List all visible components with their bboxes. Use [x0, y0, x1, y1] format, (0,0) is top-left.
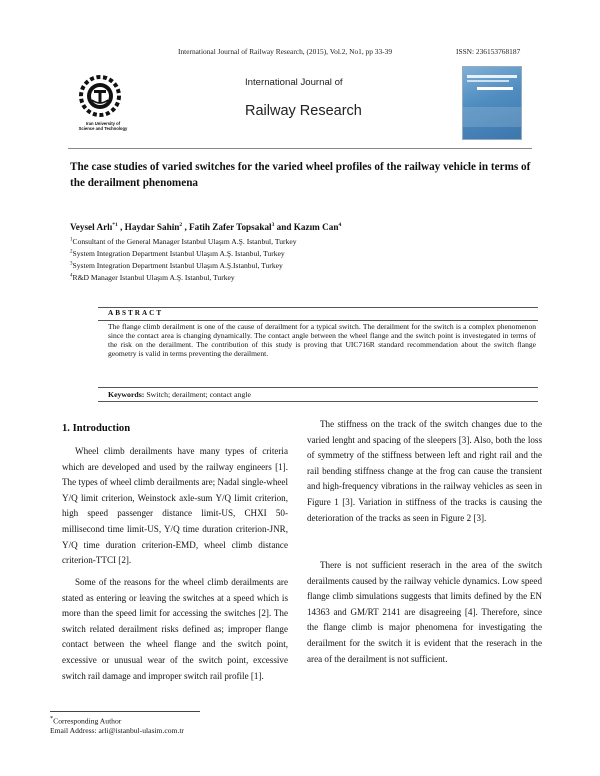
- author-superscript: 4: [338, 222, 342, 228]
- author-separator: ,: [182, 222, 190, 233]
- footnote-mark: *: [50, 715, 54, 722]
- author-list: [70, 222, 341, 232]
- paper-title: The case studies of varied switches for the varied wheel profiles of the railway vehicle in terms of the derailment phenomena: [70, 161, 531, 189]
- affiliation-text: R&D Manager Istanbul Ulaşım A.Ş. Istanbul, Turkey: [72, 273, 235, 282]
- keywords: [108, 390, 251, 399]
- section-heading: 1. Introduction: [62, 423, 131, 434]
- footnote-email: Email Address: arli@istanbul-ulasim.com.tr: [50, 726, 184, 735]
- paragraph-text: Wheel climb derailments have many types of criteria which are developed and used by the railway engineers [1]. The types of wheel climb derailments are; Nadal single-wheel Y/Q limit criterion, Weinstock axle-sum Y/Q limit criterion, high speed passenger distance limit-US, CHXI 50-millisecond time limit-US, Y/Q time duration criterion-JNR, Y/Q time duration criterion-EMD, wheel climb distance criterion-TTCI [2].: [62, 446, 288, 566]
- footnote-corresponding-text: Corresponding Author: [53, 716, 122, 726]
- abstract-rule-low: [98, 387, 538, 388]
- author-name: Fatih Zafer Topsakal: [189, 222, 272, 233]
- issn: ISSN: 236153768187: [456, 47, 521, 56]
- abstract-text: The flange climb derailment is one of the cause of derailment for a typical switch. The derailment for the switch is a complex phenomenon since the contact area is changing dynamically. The contact angle between the wheel flange and the switch point is investegated in terms of the risk on the derailment. The contribution of this study is proving that UIC716R standard recommendation about the switch flange geometry is valid in terms preventing the derailment.: [108, 322, 536, 359]
- body-paragraph: [307, 558, 542, 667]
- body-paragraph: [62, 444, 288, 569]
- affiliation: [70, 273, 235, 282]
- paragraph-text: The stiffness on the track of the switch changes due to the varied lenght and spacing of the sleepers [3]. Also, both the loss of symmetry of the stiffness between left and right rail and the rail bending stiffness change at the frog can cause the transient and high-frequency vibrations in the railway vehicles as seen in Figure 1 [3]. Variation in stiffness of the tracks is causing the deterioration of the tracks as seen in Figure 2 [3].: [307, 419, 542, 523]
- footnote-rule: [50, 711, 200, 712]
- author-name: Veysel Arlı: [70, 222, 113, 233]
- author-separator: and: [274, 222, 294, 233]
- affiliation: [70, 237, 297, 246]
- university-name-line-2: Science and Technology: [78, 126, 128, 131]
- footnote-corresponding: [50, 715, 121, 726]
- keywords-text: Switch; derailment; contact angle: [146, 390, 251, 399]
- affiliation: [70, 261, 283, 270]
- author-superscript: 3: [271, 222, 275, 228]
- author-separator: ,: [117, 222, 125, 233]
- author-name: Haydar Sahin: [124, 222, 180, 233]
- author-name: Kazım Can: [293, 222, 339, 233]
- affiliation-text: Consultant of the General Manager Istanbul Ulaşım A.Ş. Istanbul, Turkey: [72, 237, 297, 246]
- affiliation-mark: 3: [70, 261, 73, 267]
- author-superscript: 2: [179, 222, 183, 228]
- journal-name-main: Railway Research: [245, 103, 362, 119]
- paragraph-text: Some of the reasons for the wheel climb derailments are stated as entering or leaving the switches at a speed which is more than the speed limit for accessing the switches [2]. The switch related derailment risks defined as; improper flange contact between the wheel flange and the switch point, excessive or unusual wear of the switch point, excessive switch rail damage and improper switch rail profile [1].: [62, 577, 288, 681]
- keywords-label: Keywords:: [108, 390, 145, 399]
- university-name: [72, 121, 134, 131]
- author-superscript: *1: [112, 222, 118, 228]
- abstract-rule-bottom: [98, 401, 538, 402]
- paragraph-text: There is not sufficient reserach in the area of the switch derailments caused by the railway vehicle dynamics. Low speed flange climb simulations suggests that limits defined by the EN 14363 and GM/RT 2141 are disagreeing [4]. Therefore, since the flange climb is major phenomena for investigating the derailment for the switch it is evident that the reserach in the area of the derailment is not sufficient.: [307, 560, 542, 664]
- abstract-rule-top: [98, 307, 538, 308]
- journal-cover-thumbnail: [462, 66, 522, 140]
- affiliation: [70, 249, 285, 258]
- body-paragraph: [62, 575, 288, 684]
- abstract-rule-mid: [98, 320, 538, 321]
- affiliation-mark: 4: [70, 273, 73, 279]
- header-rule: [68, 148, 532, 149]
- abstract-label: ABSTRACT: [108, 309, 164, 317]
- body-paragraph: [307, 417, 542, 526]
- affiliation-mark: 1: [70, 237, 73, 243]
- affiliation-text: System Integration Department Istanbul Ulaşım A.Ş.Istanbul, Turkey: [72, 261, 283, 270]
- journal-citation: International Journal of Railway Research, (2015), Vol.2, No1, pp 33-39: [178, 47, 393, 56]
- university-name-line-1: Iran University of: [85, 121, 121, 126]
- journal-name-top: International Journal of: [245, 77, 343, 88]
- affiliation-mark: 2: [70, 249, 73, 255]
- affiliation-text: System Integration Department Istanbul Ulaşım A.Ş. Istanbul, Turkey: [72, 249, 285, 258]
